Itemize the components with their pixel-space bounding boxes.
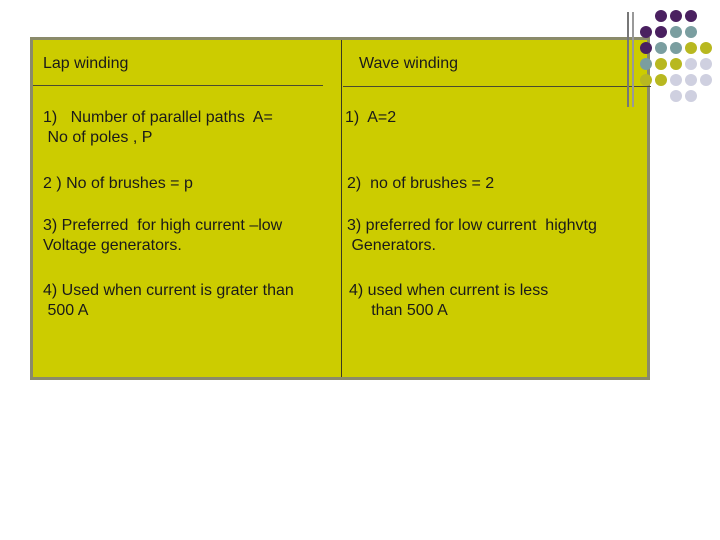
wave-row-1: 1) A=2 xyxy=(345,109,397,126)
header-lap-winding: Lap winding xyxy=(43,55,129,72)
decorative-dot xyxy=(670,42,682,54)
decorative-dot xyxy=(700,74,712,86)
decorative-dot xyxy=(685,74,697,86)
decorative-dot xyxy=(655,58,667,70)
decorative-dot xyxy=(640,58,652,70)
decorative-dot-grid xyxy=(640,10,720,120)
decorative-dot xyxy=(670,74,682,86)
lap-row-1: 1) Number of parallel paths A= No of poles , P xyxy=(43,109,273,146)
decorative-dot xyxy=(685,10,697,22)
decorative-dot xyxy=(670,58,682,70)
decorative-dot xyxy=(670,90,682,102)
wave-row-2: 2) no of brushes = 2 xyxy=(347,175,495,192)
lap-row-2: 2 ) No of brushes = p xyxy=(43,175,193,192)
lap-row-3: 3) Preferred for high current –low Voltage generators. xyxy=(43,217,283,254)
decorative-dot xyxy=(685,58,697,70)
decorative-line xyxy=(632,12,634,107)
decorative-dot xyxy=(640,74,652,86)
decorative-dot xyxy=(655,74,667,86)
header-wave-winding: Wave winding xyxy=(359,55,459,72)
lap-row-4: 4) Used when current is grater than 500 A xyxy=(43,282,294,319)
decorative-dot xyxy=(655,10,667,22)
header-divider-left xyxy=(33,85,323,86)
decorative-dot xyxy=(700,58,712,70)
decorative-dot xyxy=(655,42,667,54)
decorative-dot xyxy=(640,26,652,38)
header-divider-right xyxy=(343,86,651,87)
decorative-dot xyxy=(700,42,712,54)
decorative-dot xyxy=(670,26,682,38)
decorative-dot xyxy=(685,26,697,38)
wave-row-4: 4) used when current is less than 500 A xyxy=(349,282,549,319)
decorative-line xyxy=(627,12,629,107)
decorative-dot xyxy=(640,42,652,54)
column-divider xyxy=(341,40,342,377)
decorative-dot xyxy=(685,42,697,54)
comparison-table xyxy=(30,37,650,380)
decorative-dot xyxy=(685,90,697,102)
decorative-dot xyxy=(655,26,667,38)
decorative-dot xyxy=(670,10,682,22)
wave-row-3: 3) preferred for low current highvtg Generators. xyxy=(347,217,597,254)
